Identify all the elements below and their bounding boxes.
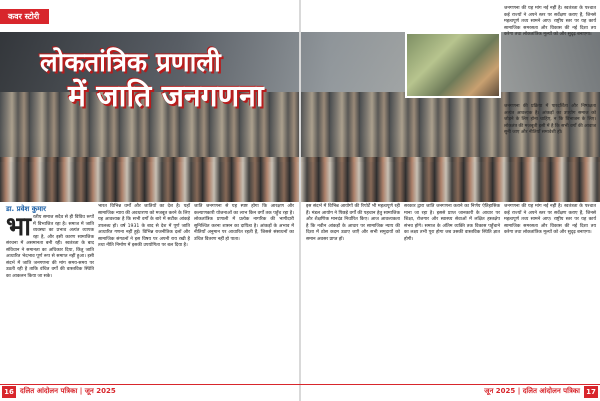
headline-line-1: लोकतांत्रिक प्रणाली xyxy=(40,48,221,78)
column-6-text: जनगणना की प्रक्रिया में पारदर्शिता और निष्पक्षता अत्यंत आवश्यक है। आंकड़ों का उपयोग समाज को जोड़ने के लिए होना चाहिए, न कि विभाजन के लिए। लोकतंत्र की मजबूती इसी में है कि सभी वर्गों की आवाज सुनी जाए और नीतियाँ समावेशी हों। xyxy=(504,104,596,135)
article-column-7-top xyxy=(504,6,596,37)
footer-rule-right xyxy=(300,384,600,385)
article-column-6 xyxy=(504,104,596,202)
footer-left-text: दलित आंदोलन पत्रिका | जून 2025 xyxy=(20,387,116,395)
article-column-1 xyxy=(6,212,94,383)
headline-line-2: में जाति जनगणना xyxy=(68,79,264,114)
article-column-3 xyxy=(194,204,294,382)
article-column-8 xyxy=(504,204,596,382)
column-5-text: सरकार द्वारा जाति जनगणना कराने का निर्णय ऐतिहासिक माना जा रहा है। इससे प्राप्त जानकारी के आधार पर शिक्षा, रोजगार और स्वास्थ्य सेवाओं में लक्षित हस्तक्षेप संभव होंगे। समाज के अंतिम व्यक्ति तक विकास पहुँचाने का लक्ष्य तभी पूरा होगा जब उसकी वास्तविक स्थिति ज्ञात होगी। xyxy=(404,204,500,242)
page-number-left: 16 xyxy=(2,386,16,398)
column-8-text: जनगणना की यह मांग नई नहीं है। स्वतंत्रता के पश्चात कई राज्यों ने अपने स्तर पर सर्वेक्षण कराए हैं, जिनसे महत्वपूर्ण तथ्य सामने आए। राष्ट्रीय स्तर पर यह कार्य सामाजिक समरसता और विकास की नई दिशा तय करेगा तथा लोकतांत्रिक मूल्यों को और सुदृढ़ बनाएगा। xyxy=(504,204,596,235)
article-column-4 xyxy=(306,204,400,382)
column-2-text: भारत विभिन्न धर्मों और जातियों का देश है। यहाँ सामाजिक न्याय की अवधारणा को मजबूत करने के लिए यह आवश्यक है कि सभी वर्गों के बारे में सटीक आंकड़े उपलब्ध हों। वर्ष 1931 के बाद से देश में पूर्ण जाति आधारित गणना नहीं हुई। विभिन्न राजनीतिक दलों और सामाजिक संगठनों ने इस विषय पर अपनी राय रखी है तथा नीति निर्माण में इसकी उपयोगिता पर बल दिया है। xyxy=(98,204,190,248)
inset-photo xyxy=(405,32,501,98)
column-4-text: इस संदर्भ में विभिन्न आयोगों की रिपोर्टें भी महत्वपूर्ण रही हैं। मंडल आयोग ने पिछड़े वर्गों की पहचान हेतु सामाजिक और शैक्षणिक मानदंड निर्धारित किए। आज आवश्यकता है कि नवीन आंकड़ों के आधार पर सामाजिक न्याय की दिशा में ठोस कदम उठाए जाएँ और सभी समुदायों को समान अवसर प्राप्त हों। xyxy=(306,204,400,242)
column-3-text: जाति जनगणना से यह स्पष्ट होगा कि आरक्षण और कल्याणकारी योजनाओं का लाभ किन वर्गों तक पहुँच रहा है। लोकतांत्रिक प्रणाली में प्रत्येक नागरिक की भागीदारी सुनिश्चित करना शासन का दायित्व है। आंकड़ों के अभाव में नीतियाँ अनुमान पर आधारित रहती हैं, जिससे संसाधनों का उचित वितरण नहीं हो पाता। xyxy=(194,204,294,242)
article-column-2 xyxy=(98,204,190,382)
section-tag: कवर स्टोरी xyxy=(0,9,49,24)
footer-rule-left xyxy=(0,384,300,385)
author-byline: डा. प्रवेश कुमार xyxy=(6,205,46,213)
headline xyxy=(40,46,300,114)
dropcap: भा xyxy=(6,212,32,242)
footer-right xyxy=(300,386,600,398)
article-column-5 xyxy=(404,204,500,382)
footer-right-text: जून 2025 | दलित आंदोलन पत्रिका xyxy=(484,387,580,395)
footer-left xyxy=(0,386,300,398)
page-number-right: 17 xyxy=(584,386,598,398)
column-7-text: जनगणना की यह मांग नई नहीं है। स्वतंत्रता के पश्चात कई राज्यों ने अपने स्तर पर सर्वेक्षण कराए हैं, जिनसे महत्वपूर्ण तथ्य सामने आए। राष्ट्रीय स्तर पर यह कार्य सामाजिक समरसता और विकास की नई दिशा तय करेगा तथा लोकतांत्रिक मूल्यों को और सुदृढ़ बनाएगा। xyxy=(504,6,596,37)
column-1-text: रतीय समाज सदैव से ही विविध रूपों में विभाजित रहा है। समाज में जाति व्यवस्था का प्रभाव अत्यंत व्यापक रहा है, और इसी कारण सामाजिक संरचना में असमानता बनी रही। स्वतंत्रता के बाद संविधान ने समानता का अधिकार दिया, किंतु जाति आधारित भेदभाव पूर्ण रूप से समाप्त नहीं हुआ। इसी संदर्भ में जाति जनगणना की मांग समय-समय पर उठती रही है ताकि वंचित वर्गों की वास्तविक स्थिति का आकलन किया जा सके। xyxy=(6,215,94,279)
